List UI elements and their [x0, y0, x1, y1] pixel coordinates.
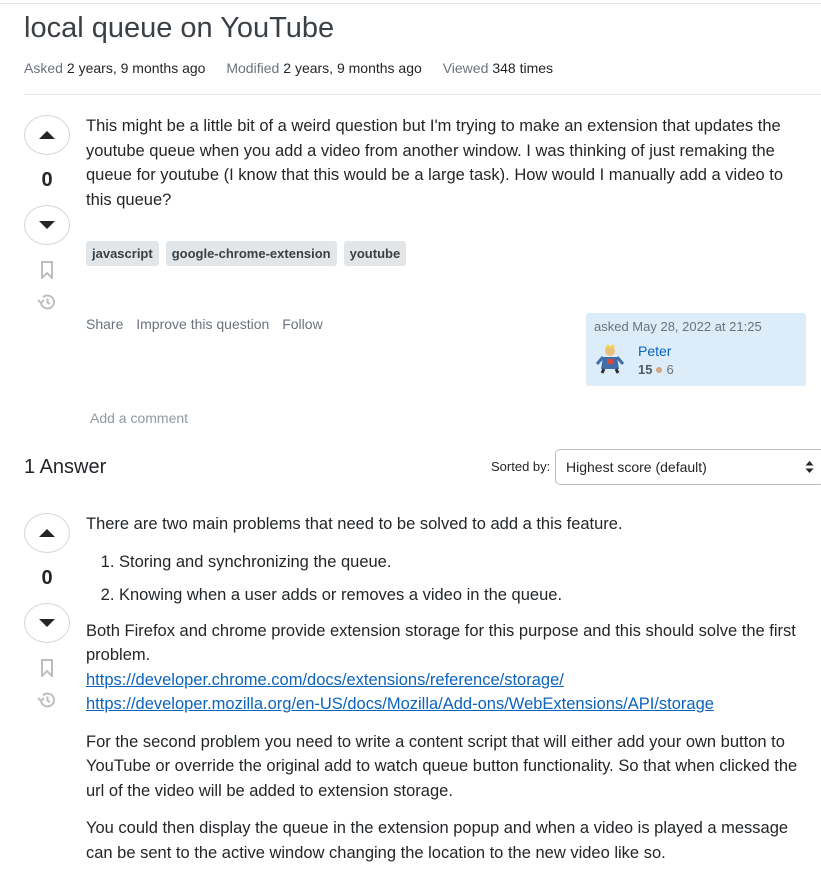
viewed-label: Viewed	[442, 60, 489, 76]
question-downvote-button[interactable]	[24, 205, 70, 245]
history-icon[interactable]	[37, 292, 57, 312]
answer-upvote-button[interactable]	[24, 513, 70, 553]
question-body-text: This might be a little bit of a weird question but I'm trying to make an extension that updates the youtube queue when you add a video from another window. I was thinking of just remaking the queue for youtube (I know that this would be a large task). How would I manually add a video to this queue?	[86, 117, 784, 209]
top-divider	[0, 3, 821, 4]
answer-popup-paragraph: You could then display the queue in the extension popup and when a video is played a message can be sent to the active window changing the location to the new video like so.	[86, 819, 789, 862]
mozilla-storage-link[interactable]: https://developer.mozilla.org/en-US/docs/Mozilla/Add-ons/WebExtensions/API/storage	[86, 695, 714, 713]
chrome-storage-link[interactable]: https://developer.chrome.com/docs/extensions/reference/storage/	[86, 670, 564, 689]
answer-intro: There are two main problems that need to be solved to add a this feature.	[86, 515, 623, 533]
modified-label: Modified	[226, 60, 280, 76]
answer-storage-paragraph	[86, 619, 808, 717]
question-tags	[86, 241, 406, 266]
asker-user-card	[586, 313, 806, 386]
tag-youtube[interactable]: youtube	[344, 241, 407, 266]
sort-select[interactable]	[555, 449, 821, 485]
answer-vote-cell	[24, 513, 70, 710]
answer-vote-count: 0	[41, 567, 53, 589]
arrow-down-icon	[38, 618, 56, 628]
follow-link[interactable]: Follow	[282, 316, 323, 332]
reputation-score: 15	[638, 362, 653, 377]
user-reputation	[638, 362, 674, 377]
tag-javascript[interactable]: javascript	[86, 241, 159, 266]
asked-timestamp[interactable]: asked May 28, 2022 at 21:25	[594, 319, 762, 334]
answer-content-script-paragraph: For the second problem you need to write a content script that will either add your own button to YouTube or override the original add to watch queue button functionality. So that when clicked the url of the video will be added to extension storage.	[86, 732, 798, 800]
sort-label: Sorted by:	[491, 459, 551, 474]
bookmark-icon[interactable]	[40, 261, 54, 279]
answer-body	[86, 512, 808, 878]
list-item: 1. Storing and synchronizing the queue.	[119, 550, 808, 575]
meta-divider	[24, 94, 821, 95]
answer-storage-text: Both Firefox and chrome provide extension storage for this purpose and this should solve the first problem.	[86, 621, 796, 664]
asked-label: Asked	[24, 60, 63, 76]
answers-count-header: 1 Answer	[24, 456, 107, 478]
bronze-badge-icon	[656, 367, 662, 373]
share-link[interactable]: Share	[86, 316, 124, 332]
modified-value[interactable]: 2 years, 9 months ago	[283, 60, 422, 76]
sort-icon	[805, 460, 814, 474]
history-icon[interactable]	[37, 690, 57, 710]
asked-value: 2 years, 9 months ago	[66, 60, 206, 76]
answer-problem-list	[86, 550, 808, 608]
bookmark-icon[interactable]	[40, 659, 54, 677]
question-post-menu	[86, 316, 332, 332]
user-avatar[interactable]	[594, 342, 626, 374]
question-meta	[24, 60, 570, 76]
arrow-up-icon	[38, 528, 56, 538]
improve-question-link[interactable]: Improve this question	[136, 316, 270, 332]
question-body	[86, 114, 808, 225]
question-title[interactable]: local queue on YouTube	[24, 12, 335, 44]
user-name[interactable]: Peter	[638, 343, 672, 359]
question-vote-cell	[24, 115, 70, 312]
arrow-down-icon	[38, 220, 56, 230]
add-comment-link[interactable]: Add a comment	[90, 410, 189, 426]
question-vote-count: 0	[41, 169, 53, 191]
list-item: 2. Knowing when a user adds or removes a video in the queue.	[119, 583, 808, 608]
sort-select-value: Highest score (default)	[566, 459, 707, 475]
viewed-value: 348 times	[492, 60, 554, 76]
answer-downvote-button[interactable]	[24, 603, 70, 643]
tag-google-chrome-extension[interactable]: google-chrome-extension	[166, 241, 337, 266]
bronze-badge-count: 6	[666, 362, 674, 377]
question-upvote-button[interactable]	[24, 115, 70, 155]
arrow-up-icon	[38, 130, 56, 140]
